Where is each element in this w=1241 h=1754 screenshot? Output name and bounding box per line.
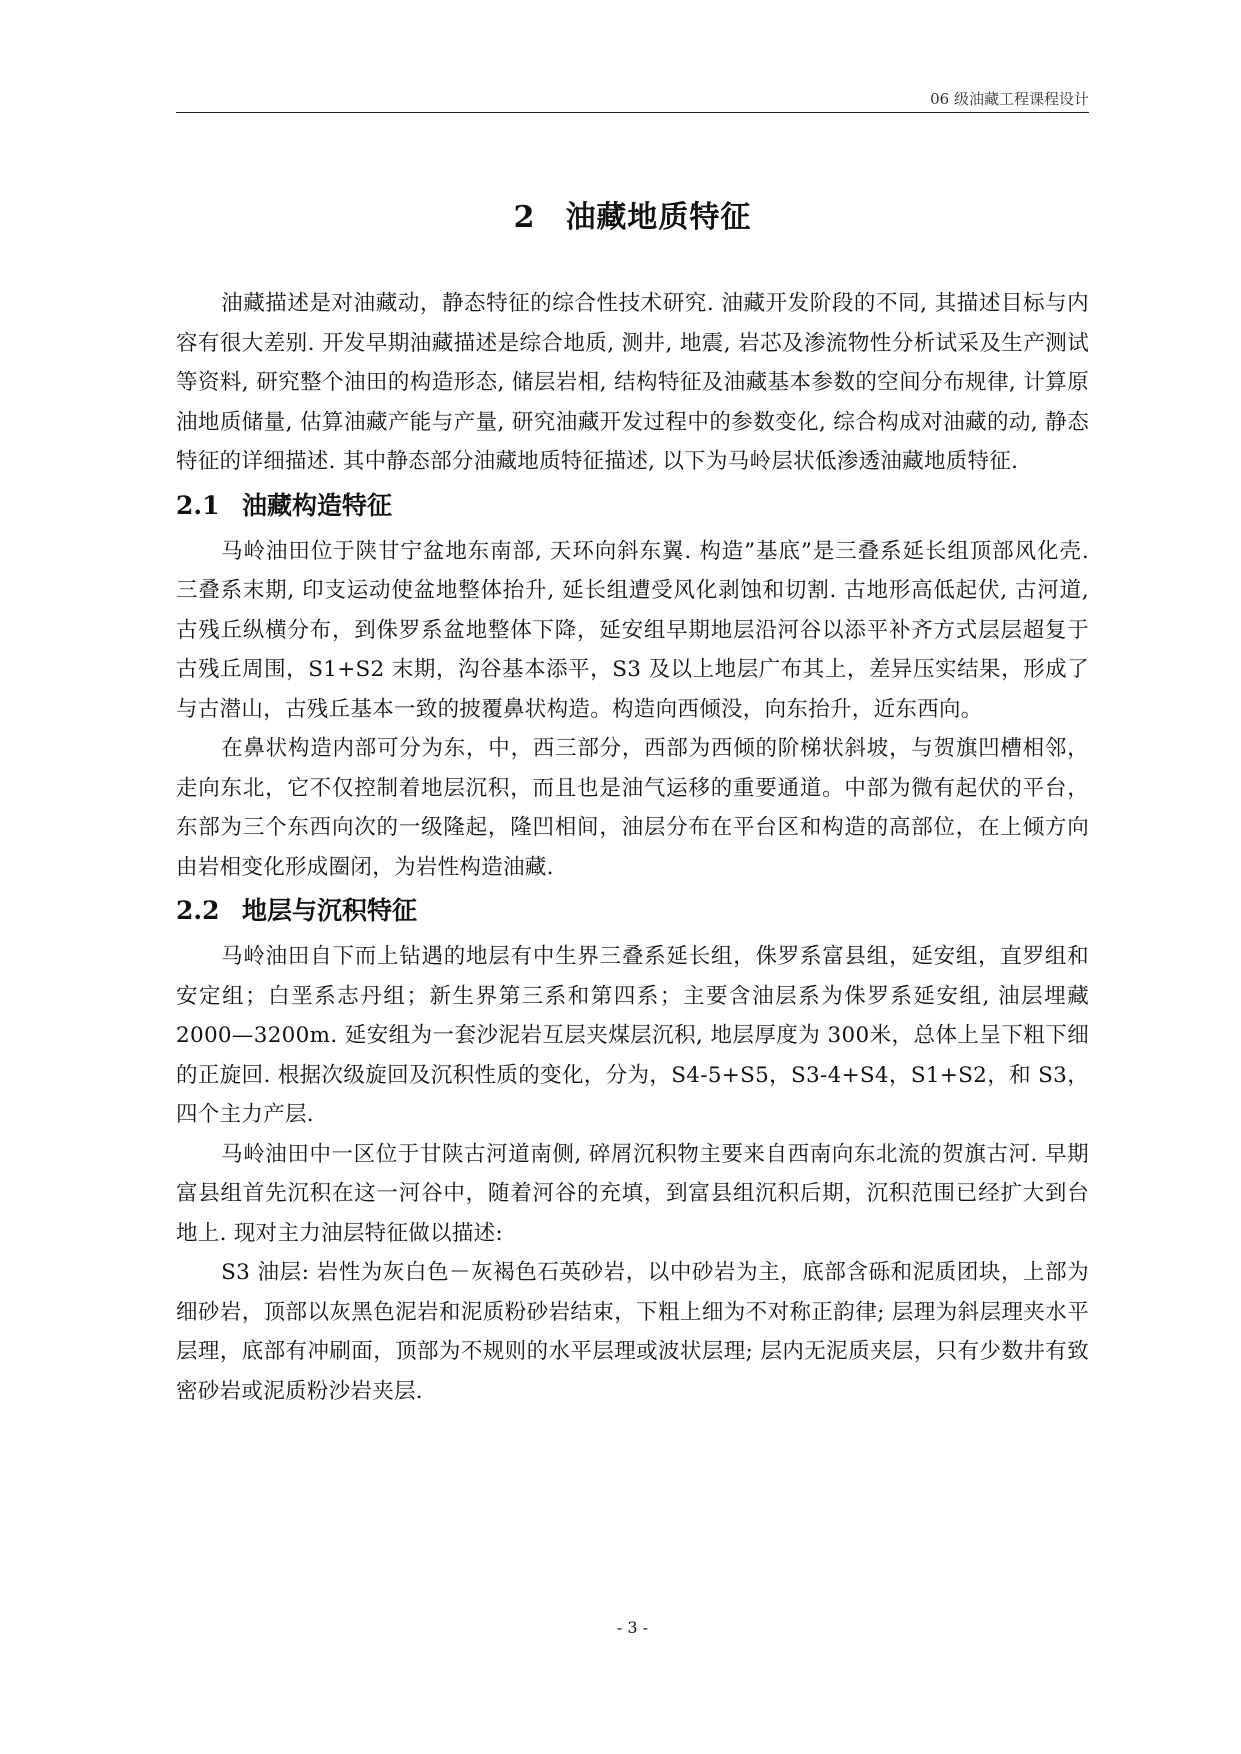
chapter-title — [176, 192, 1089, 236]
body-paragraph: 在鼻状构造内部可分为东，中，西三部分，西部为西倾的阶梯状斜坡，与贺旗凹槽相邻，走向东北，它不仅控制着地层沉积，而且也是油气运移的重要通道。中部为微有起伏的平台，东部为三个东西向次的一级隆起，隆凹相间，油层分布在平台区和构造的高部位，在上倾方向由岩相变化形成圈闭，为岩性构造油藏. — [176, 736, 1089, 880]
chapter-number: 2 — [513, 200, 536, 235]
header-rule — [176, 112, 1089, 113]
section-number: 2.2 — [176, 896, 220, 925]
section-heading — [176, 486, 1089, 528]
body-paragraph: 马岭油田自下而上钻遇的地层有中生界三叠系延长组，侏罗系富县组，延安组，直罗组和安定组；白垩系志丹组；新生界第三系和第四系；主要含油层系为侏罗系延安组, 油层埋藏 2000—3200m. 延安组为一套沙泥岩互层夹煤层沉积, 地层厚度为 300米，总体上呈下粗下细的正旋回. 根据次级旋回及沉积性质的变化，分为，S4-5+S5，S3-4+S4，S1+S2，和 S3，四个主力产层. — [176, 944, 1089, 1127]
intro-paragraph: 油藏描述是对油藏动，静态特征的综合性技术研究. 油藏开发阶段的不同, 其描述目标与内容有很大差别. 开发早期油藏描述是综合地质, 测井, 地震, 岩芯及渗流物性分析试采及生产测试等资料, 研究整个油田的构造形态, 储层岩相, 结构特征及油藏基本参数的空间分布规律, 计算原油地质储量, 估算油藏产能与产量, 研究油藏开发过程中的参数变化, 综合构成对油藏的动, 静态特征的详细描述. 其中静态部分油藏地质特征描述, 以下为马岭层状低渗透油藏地质特征. — [176, 291, 1089, 474]
chapter-title-text: 油藏地质特征 — [565, 200, 752, 235]
section-title-text: 地层与沉积特征 — [242, 896, 418, 925]
running-header: 06 级油藏工程课程设计 — [930, 90, 1089, 108]
body-paragraph: S3 油层: 岩性为灰白色－灰褐色石英砂岩，以中砂岩为主，底部含砾和泥质团块，上部为细砂岩，顶部以灰黑色泥岩和泥质粉砂岩结束，下粗上细为不对称正韵律; 层理为斜层理夹水平层理，底部有冲刷面，顶部为不规则的水平层理或波状层理; 层内无泥质夹层，只有少数井有致密砂岩或泥质粉沙岩夹层. — [176, 1260, 1089, 1404]
body-paragraph: 马岭油田中一区位于甘陕古河道南侧, 碎屑沉积物主要来自西南向东北流的贺旗古河. 早期富县组首先沉积在这一河谷中，随着河谷的充填，到富县组沉积后期，沉积范围已经扩大到台地上. 现对主力油层特征做以描述: — [176, 1141, 1089, 1246]
body-paragraph: 马岭油田位于陕甘宁盆地东南部, 天环向斜东翼. 构造”基底”是三叠系延长组顶部风化壳. 三叠系末期, 印支运动使盆地整体抬升, 延长组遭受风化剥蚀和切割. 古地形高低起伏, 古河道, 古残丘纵横分布，到侏罗系盆地整体下降，延安组早期地层沿河谷以添平补齐方式层层超复于古残丘周围，S1+S2 末期，沟谷基本添平，S3 及以上地层广布其上，差异压实结果，形成了与古潜山，古残丘基本一致的披覆鼻状构造。构造向西倾没，向东抬升，近东西向。 — [176, 538, 1089, 722]
page-body — [176, 284, 1089, 1411]
section-title-text: 油藏构造特征 — [242, 490, 393, 520]
section-number: 2.1 — [176, 490, 220, 520]
page-number: - 3 - — [616, 1618, 649, 1637]
section-heading — [176, 891, 1089, 933]
